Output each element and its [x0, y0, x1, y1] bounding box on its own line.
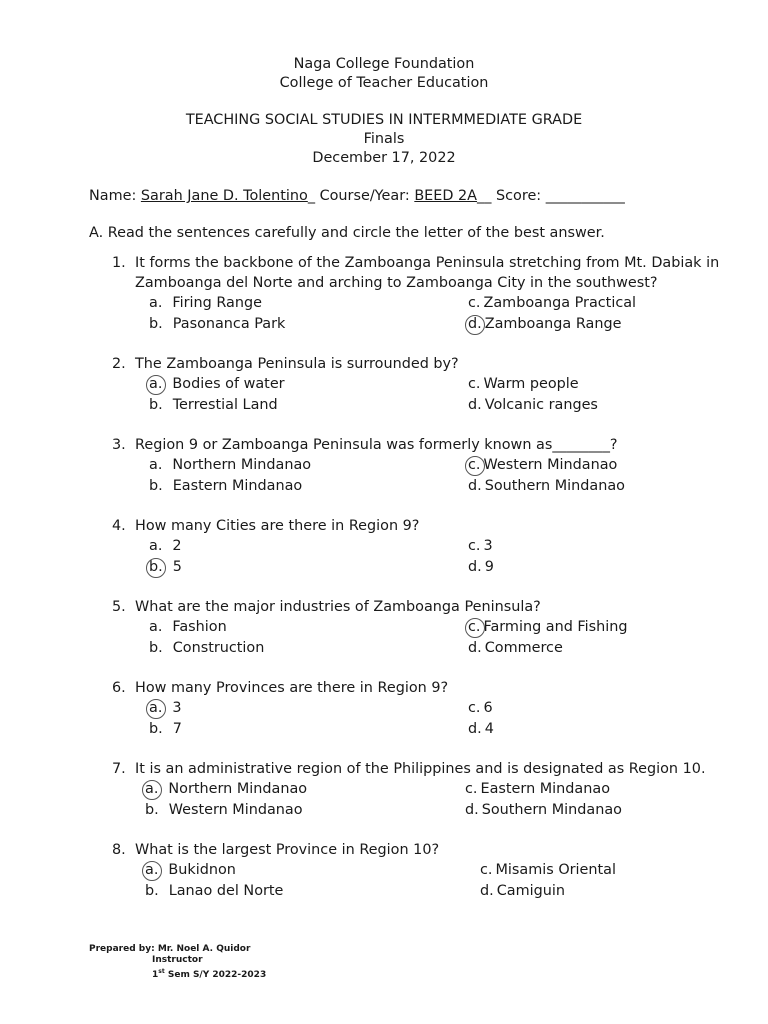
answer-option [480, 881, 565, 901]
option-text: Fashion [172, 619, 227, 635]
option-text: Farming and Fishing [483, 619, 628, 635]
question-text: Region 9 or Zamboanga Peninsula was formerly known as________? [135, 437, 618, 453]
answer-option [149, 638, 264, 658]
option-letter: a. [149, 376, 162, 392]
option-letter: d. [468, 639, 482, 656]
question-number: 1. [112, 255, 126, 271]
option-letter: a. [149, 457, 163, 473]
answer-option [145, 779, 307, 799]
option-text: Misamis Oriental [495, 862, 616, 878]
course-title: TEACHING SOCIAL STUDIES IN INTERMMEDIATE GRADE [185, 112, 583, 128]
option-letter: a. [149, 700, 162, 716]
option-letter: a. [149, 619, 163, 635]
option-text: Zamboanga Range [484, 315, 622, 332]
answer-option [468, 536, 493, 556]
answer-circle-mark [465, 618, 485, 638]
answer-option [145, 860, 236, 880]
option-text: Western Mindanao [168, 801, 303, 818]
question-number: 6. [112, 680, 126, 696]
option-text: 3 [172, 700, 182, 716]
question-text: What are the major industries of Zamboanga Peninsula? [135, 599, 541, 615]
answer-option [468, 617, 628, 637]
option-text: 2 [172, 538, 182, 554]
answer-circle-mark [146, 558, 166, 578]
question-text-continued: Zamboanga del Norte and arching to Zamboanga City in the southwest? [135, 275, 658, 291]
answer-option [149, 293, 262, 313]
question-text: It is an administrative region of the Philippines and is designated as Region 10. [135, 761, 706, 777]
exam-type: Finals [363, 131, 405, 147]
answer-option [480, 860, 616, 880]
exam-date: December 17, 2022 [312, 150, 456, 166]
semester-number: 1 [152, 970, 159, 980]
answer-option [149, 455, 311, 475]
answer-option [465, 800, 622, 820]
answer-circle-mark [465, 456, 485, 476]
semester-text: Sem S/Y 2022-2023 [164, 970, 267, 980]
question-text: The Zamboanga Peninsula is surrounded by? [135, 356, 459, 372]
option-letter: c. [468, 700, 481, 716]
answer-option [149, 698, 182, 718]
answer-option [149, 314, 285, 334]
option-letter: b. [145, 882, 159, 899]
answer-option [149, 374, 285, 394]
answer-option [468, 395, 598, 415]
option-letter: d. [468, 720, 482, 737]
option-text: Pasonanca Park [172, 315, 286, 332]
option-letter: b. [149, 477, 163, 494]
option-letter: b. [149, 396, 163, 413]
option-text: Bodies of water [172, 376, 285, 392]
option-text: Camiguin [496, 882, 565, 899]
course-year-value: BEED 2A [414, 188, 478, 204]
answer-option [468, 314, 621, 334]
course-year-label: _ Course/Year: [307, 188, 410, 204]
option-text: Southern Mindanao [481, 801, 622, 818]
answer-option [468, 719, 494, 739]
question-text: It forms the backbone of the Zamboanga Peninsula stretching from Mt. Dabiak in [135, 255, 720, 271]
option-text: 7 [172, 720, 182, 737]
question-number: 8. [112, 842, 126, 858]
answer-option [149, 617, 227, 637]
option-letter: a. [149, 295, 163, 311]
answer-circle-mark [146, 699, 166, 719]
option-text: Western Mindanao [483, 457, 618, 473]
question-text: How many Provinces are there in Region 9? [135, 680, 449, 696]
option-letter: d. [468, 316, 482, 332]
answer-circle-mark [146, 375, 166, 395]
college-name: College of Teacher Education [279, 75, 489, 91]
option-text: Construction [172, 639, 265, 656]
option-text: Terrestial Land [172, 396, 278, 413]
option-letter: c. [465, 781, 478, 797]
option-text: Eastern Mindanao [480, 781, 610, 797]
question-number: 5. [112, 599, 126, 615]
answer-option [149, 395, 278, 415]
question-number: 2. [112, 356, 126, 372]
option-text: Zamboanga Practical [483, 295, 637, 311]
option-letter: a. [145, 862, 158, 878]
semester-suffix: st [158, 968, 165, 975]
option-text: Volcanic ranges [484, 396, 598, 413]
answer-option [145, 881, 283, 901]
option-letter: a. [149, 538, 163, 554]
option-text: Southern Mindanao [484, 477, 625, 494]
answer-option [149, 536, 182, 556]
option-text: Warm people [483, 376, 579, 392]
option-text: 9 [484, 558, 494, 575]
answer-option [468, 638, 563, 658]
answer-option [149, 557, 182, 577]
option-text: Commerce [484, 639, 563, 656]
option-letter: d. [468, 477, 482, 494]
option-text: Northern Mindanao [172, 457, 312, 473]
option-letter: b. [149, 315, 163, 332]
student-info-line [89, 186, 625, 206]
prepared-by: Prepared by: Mr. Noel A. Quidor [89, 944, 251, 954]
option-letter: b. [145, 801, 159, 818]
option-letter: b. [149, 559, 163, 575]
option-letter: c. [468, 295, 481, 311]
option-letter: d. [465, 801, 479, 818]
instructor-role: Instructor [152, 955, 203, 965]
answer-option [468, 455, 617, 475]
answer-option [468, 476, 625, 496]
option-letter: c. [468, 457, 481, 473]
answer-circle-mark [142, 780, 162, 800]
option-letter: c. [468, 619, 481, 635]
answer-option [468, 557, 494, 577]
answer-option [465, 779, 610, 799]
question-number: 7. [112, 761, 126, 777]
option-text: 3 [483, 538, 493, 554]
option-text: 4 [484, 720, 494, 737]
option-letter: d. [468, 558, 482, 575]
option-text: Eastern Mindanao [172, 477, 303, 494]
option-letter: b. [149, 639, 163, 656]
answer-option [468, 698, 493, 718]
answer-option [145, 800, 303, 820]
question-text: What is the largest Province in Region 10? [135, 842, 440, 858]
option-text: Firing Range [172, 295, 262, 311]
option-text: Bukidnon [168, 862, 236, 878]
semester-line [152, 966, 266, 981]
name-label: Name: [89, 188, 137, 204]
option-letter: d. [480, 882, 494, 899]
option-letter: c. [468, 376, 481, 392]
answer-option [149, 719, 182, 739]
answer-option [149, 476, 302, 496]
answer-option [468, 293, 636, 313]
student-name: Sarah Jane D. Tolentino [140, 188, 308, 204]
question-text: How many Cities are there in Region 9? [135, 518, 420, 534]
option-text: Lanao del Norte [168, 882, 284, 899]
answer-circle-mark [465, 315, 485, 335]
answer-option [468, 374, 579, 394]
option-letter: b. [149, 720, 163, 737]
option-text: 5 [172, 558, 182, 575]
answer-circle-mark [142, 861, 162, 881]
option-text: Northern Mindanao [168, 781, 308, 797]
school-name: Naga College Foundation [293, 56, 475, 72]
option-letter: d. [468, 396, 482, 413]
score-label: __ Score: ___________ [477, 188, 625, 204]
question-number: 4. [112, 518, 126, 534]
section-instruction: A. Read the sentences carefully and circle the letter of the best answer. [89, 225, 605, 241]
option-letter: c. [480, 862, 493, 878]
question-number: 3. [112, 437, 126, 453]
option-letter: c. [468, 538, 481, 554]
option-text: 6 [483, 700, 493, 716]
option-letter: a. [145, 781, 158, 797]
